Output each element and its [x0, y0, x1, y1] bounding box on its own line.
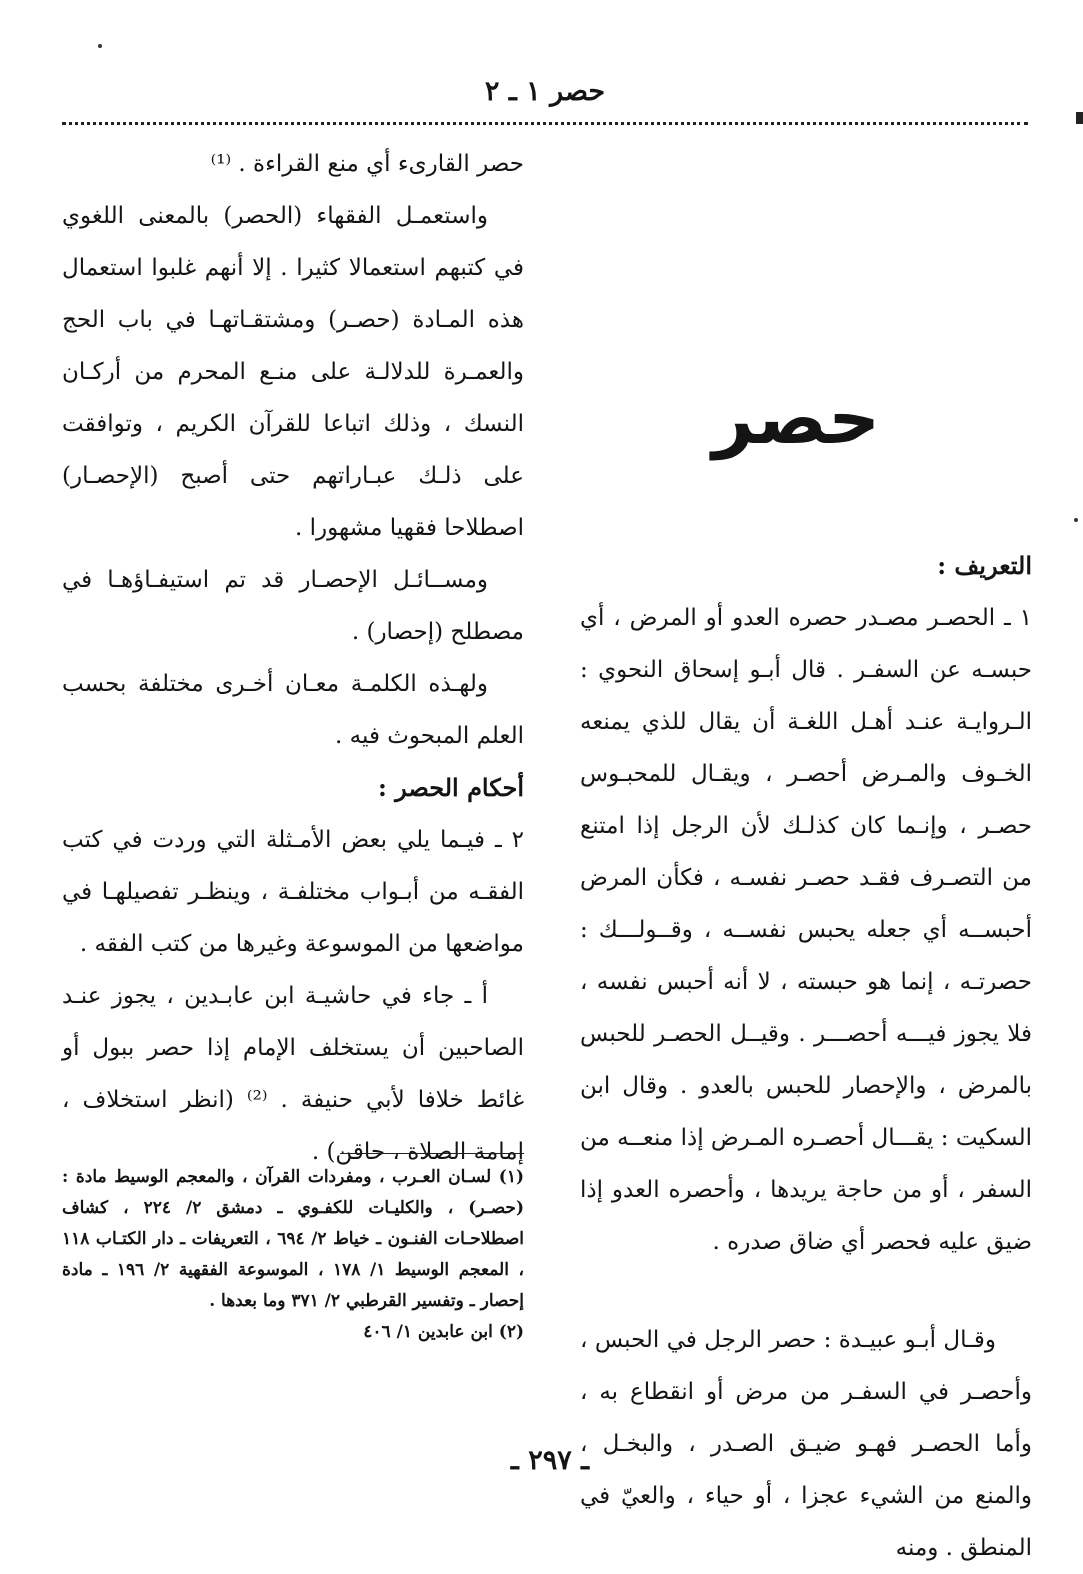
paragraph-gap [580, 1268, 1032, 1314]
header-dotted-rule [62, 122, 1028, 125]
left-paragraph-6: أ ـ جاء في حاشيـة ابن عابـدين ، يجوز عنـد الصاحبين أن يستخلف الإمام إذا حصر ببول أو غائط خلافا لأبي حنيفة . ⁽²⁾ (انظر استخلاف ، إمامة الصلاة ، حاقن) . [62, 983, 525, 1165]
entry-title: حصر [712, 376, 880, 460]
left-paragraph-4: ولهـذه الكلمـة معـان أخـرى مختلفة بحسب العلم المبحوث فيه . [62, 671, 524, 749]
section-heading-definition: التعريف : [937, 551, 1032, 580]
right-column [580, 540, 1032, 1574]
footnotes [62, 1162, 524, 1348]
left-column [62, 138, 524, 1178]
scan-speck [1074, 518, 1078, 522]
section-heading-rulings: أحكام الحصر : [377, 773, 524, 802]
left-paragraph-2: واستعمـل الفقهاء (الحصر) بالمعنى اللغوي في كتبهم استعمالا كثيرا . إلا أنهم غلبوا استعمال هذه المـادة (حصـر) ومشتقـاتهـا في باب الحج والعمـرة للدلالـة على منـع المحرم من أركـان النسك ، وذلك اتباعا للقرآن الكريم ، وتوافقت على ذلـك عبـاراتهم حتى أصبح (الإحصـار) اصطلاحا فقهيا مشهورا . [62, 203, 524, 541]
left-paragraph-3: ومســائـل الإحصـار قد تم استيفـاؤهـا في مصطلح (إحصار) . [62, 567, 524, 645]
footnote-rule [340, 1153, 524, 1154]
footnote-2: (٢) ابن عابدين ١/ ٤٠٦ [363, 1322, 524, 1342]
left-paragraph-5: ٢ ـ فيـما يلي بعض الأمـثلة التي وردت في كتب الفقـه من أبـواب مختلفـة ، وينظـر تفصيلهـا في مواضعها من الموسوعة وغيرها من كتب الفقه . [62, 827, 524, 957]
scan-edge-mark [1076, 112, 1083, 124]
scan-speck [98, 44, 102, 48]
footnote-1: (١) لسـان العـرب ، ومفردات القرآن ، والمعجم الوسيط مادة : (حصـر) ، والكليـات للكفـوي ـ دمشق ٢/ ٢٢٤ ، كشاف اصطلاحـات الفنـون ـ خياط ٢/ ٦٩٤ ، التعريفات ـ دار الكتـاب ١١٨ ، المعجم الوسيط ١/ ١٧٨ ، الموسوعة الفقهية ٢/ ١٩٦ ـ مادة إحصار ـ وتفسير القرطبي ٢/ ٣٧١ وما بعدها . [62, 1167, 524, 1311]
running-head: حصر ١ ـ ٢ [484, 76, 606, 107]
left-paragraph-1: حصر القارىء أي منع القراءة . ⁽¹⁾ [210, 151, 524, 177]
right-paragraph-2: وقـال أبـو عبيـدة : حصر الرجل في الحبس ، وأحصـر في السفـر من مرض أو انقطاع به ، وأما الحصـر فهـو ضيـق الصـدر ، والبخـل ، والمنع من الشيء عجزا ، أو حياء ، والعيّ في المنطق . ومنه [580, 1327, 1032, 1561]
page-number: ـ ٢٩٧ ـ [510, 1445, 590, 1476]
right-paragraph-1: ١ ـ الحصـر مصـدر حصره العدو أو المرض ، أي حبسـه عن السفـر . قال أبـو إسحاق النحوي : الـروايـة عنـد أهـل اللغـة أن يقال للذي يمنعه الخـوف والمـرض أحصـر ، ويقـال للمحبـوس حصـر ، وإنـما كان كذلـك لأن الرجل إذا امتنع من التصـرف فقـد حصـر نفسـه ، فكأن المرض أحبســه أي جعله يحبس نفســه ، وقــولـــك : حصرتـه ، إنما هو حبسته ، لا أنه أحبس نفسه ، فلا يجوز فيـــه أحصـــر . وقيــل الحصـر للحبس بالمرض ، والإحصار للحبس بالعدو . وقال ابن السكيت : يقـــال أحصـره المـرض إذا منعــه من السفر ، أو من حاجة يريدها ، وأحصره العدو إذا ضيق عليه فحصر أي ضاق صدره . [579, 605, 1032, 1255]
